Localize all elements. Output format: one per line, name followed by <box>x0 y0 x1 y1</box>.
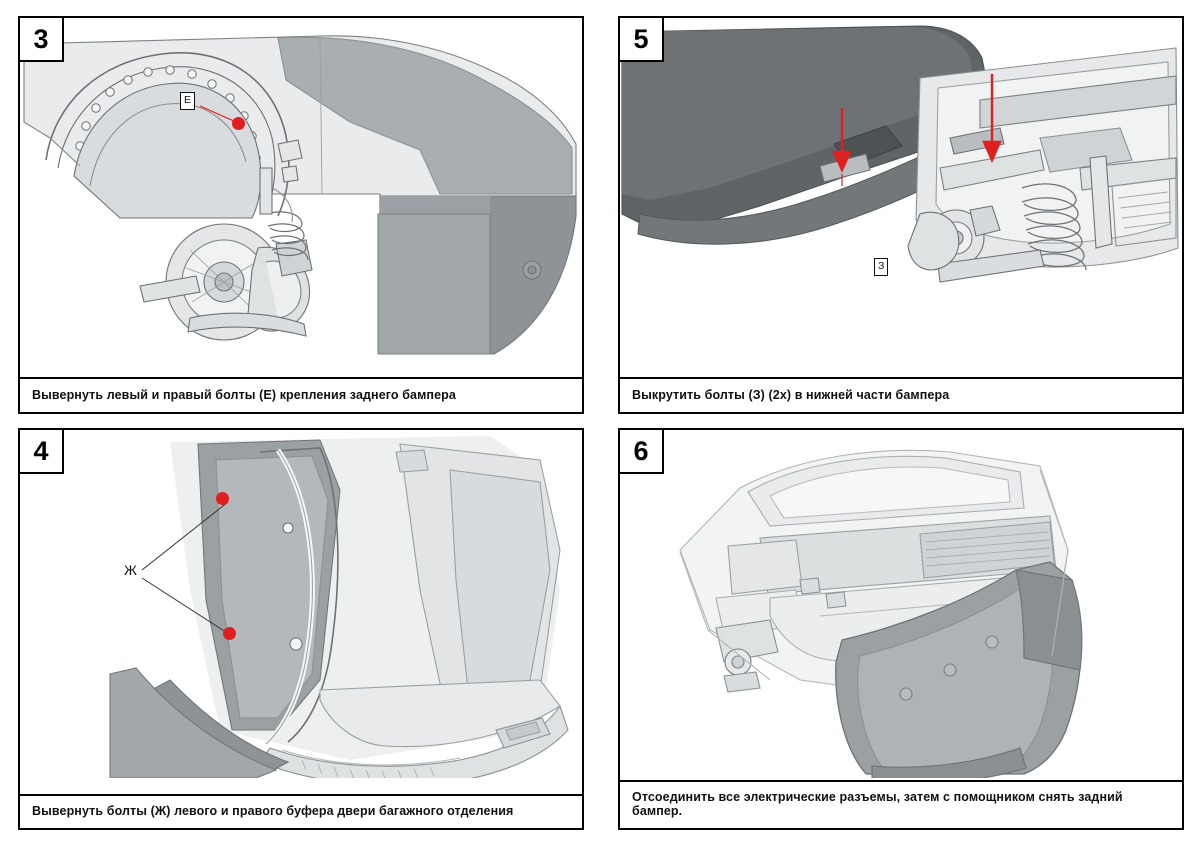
step-number-5: 5 <box>618 16 664 62</box>
bolt-label-z: З <box>874 258 888 276</box>
panel-step-6 <box>618 428 1184 830</box>
panel-step-4 <box>18 428 584 830</box>
wheel-arch-drawing <box>20 18 582 362</box>
panel-3-caption: Вывернуть левый и правый болты (E) крепления заднего бампера <box>20 377 582 412</box>
panel-5-caption: Выкрутить болты (З) (2x) в нижней части бампера <box>620 377 1182 412</box>
step-number-6: 6 <box>618 428 664 474</box>
bumper-underside-drawing <box>620 18 1182 362</box>
bolt-label-e: E <box>180 92 195 110</box>
panel-step-5 <box>618 16 1184 414</box>
step-number-3: 3 <box>18 16 64 62</box>
bolt-marker-zh-upper <box>216 492 229 505</box>
panel-5-illustration <box>620 18 1182 362</box>
panel-6-caption: Отсоединить все электрические разъемы, затем с помощником снять задний бампер. <box>620 780 1182 828</box>
tailgate-opening-drawing <box>20 430 582 778</box>
panel-4-illustration <box>20 430 582 778</box>
bolt-marker-zh-lower <box>223 627 236 640</box>
panel-6-illustration <box>620 430 1182 778</box>
step-number-4: 4 <box>18 428 64 474</box>
bolt-marker-e <box>232 117 245 130</box>
panel-4-caption: Вывернуть болты (Ж) левого и правого буфера двери багажного отделения <box>20 794 582 828</box>
bolt-label-zh: Ж <box>124 562 137 578</box>
panel-step-3 <box>18 16 584 414</box>
bumper-removal-drawing <box>620 430 1182 778</box>
panel-3-illustration <box>20 18 582 362</box>
